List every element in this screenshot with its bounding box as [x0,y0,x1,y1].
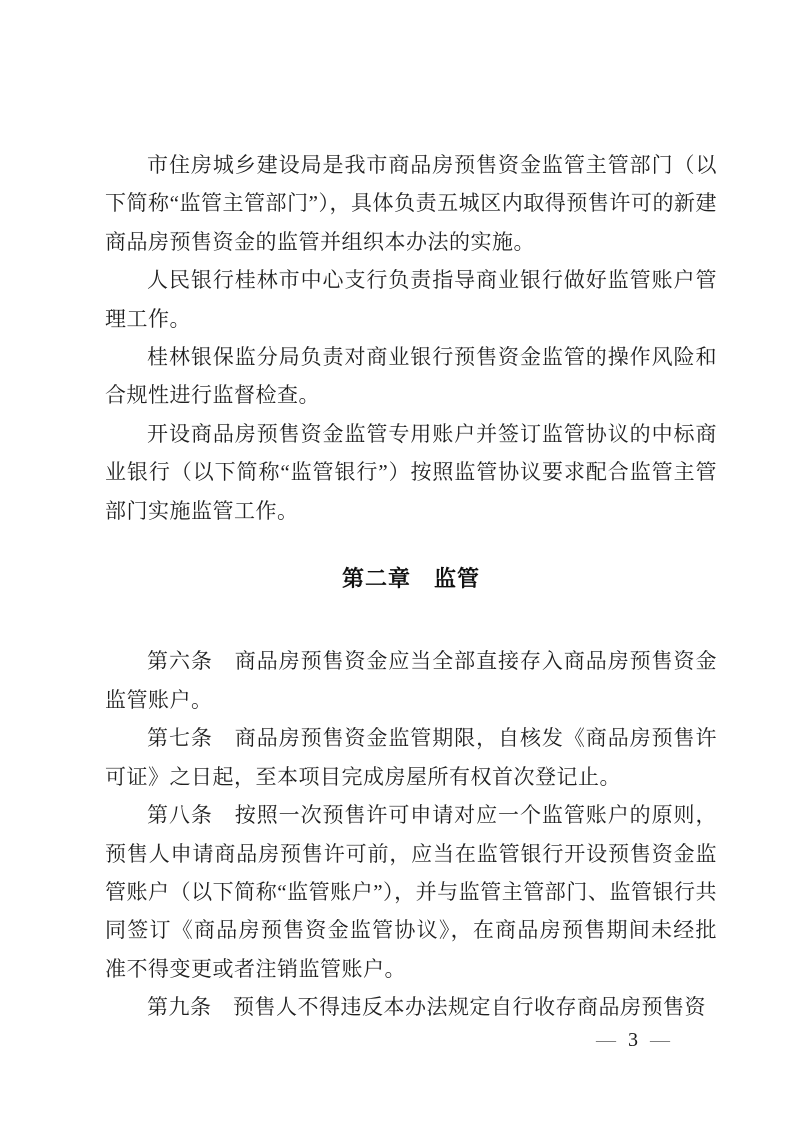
footer-dash-right: — [650,1029,670,1051]
paragraph-article-6: 第六条 商品房预售资金应当全部直接存入商品房预售资金监管账户。 [105,649,717,712]
paragraph-cbirc-branch: 桂林银保监分局负责对商业银行预售资金监管的操作风险和合规性进行监督检查。 [105,345,717,408]
paragraph-article-9: 第九条 预售人不得违反本办法规定自行收存商品房预售资 [147,995,706,1020]
paragraph-supervising-department: 市住房城乡建设局是我市商品房预售资金监管主管部门（以下简称“监管主管部门”），具体负责五城区内取得预售许可的新建商品房预售资金的监管并组织本办法的实施。 [105,153,717,254]
page-footer [584,1028,682,1052]
chapter-heading: 第二章 监管 [341,566,480,592]
page-number: 3 [628,1029,638,1051]
paragraph-article-8: 第八条 按照一次预售许可申请对应一个监管账户的原则，预售人申请商品房预售许可前，应当在监管银行开设预售资金监管账户（以下简称“监管账户”），并与监管主管部门、监管银行共同签订《商品房预售资金监管协议》，在商品房预售期间未经批准不得变更或者注销监管账户。 [105,803,717,981]
document-content [105,146,717,1027]
footer-dash-left: — [596,1029,616,1051]
paragraph-supervising-bank: 开设商品房预售资金监管专用账户并签订监管协议的中标商业银行（以下简称“监管银行”）按照监管协议要求配合监管主管部门实施监管工作。 [105,421,717,523]
paragraph-article-7: 第七条 商品房预售资金监管期限，自核发《商品房预售许可证》之日起，至本项目完成房屋所有权首次登记止。 [105,726,717,789]
paragraph-peoples-bank: 人民银行桂林市中心支行负责指导商业银行做好监管账户管理工作。 [105,268,717,331]
